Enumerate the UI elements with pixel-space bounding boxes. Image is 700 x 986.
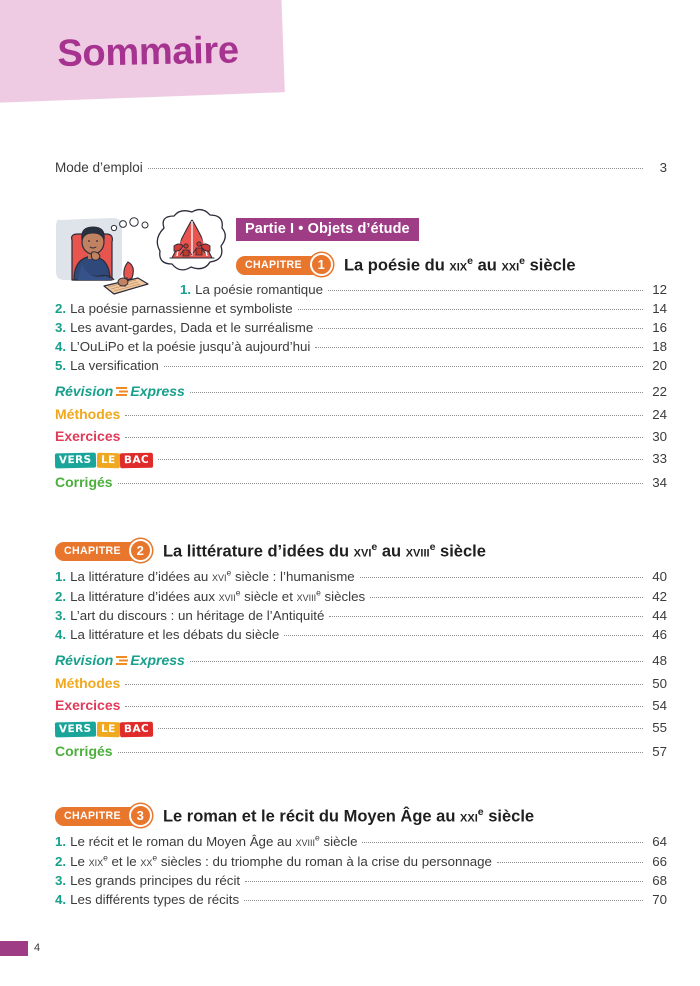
page-number: 42 <box>652 589 667 605</box>
chapter-badge-label: CHAPITRE <box>64 810 121 823</box>
entry-title: Les avant-gardes, Dada et le surréalisme <box>70 319 314 335</box>
toc-label <box>55 743 113 759</box>
dot-leader <box>329 616 643 617</box>
toc-row-entry[interactable] <box>55 568 667 584</box>
toc-label <box>55 451 153 468</box>
chapter-title: La littérature d’idées du xvi$^e$ au xviii$^e$ siècle <box>162 541 486 561</box>
toc-row-entry[interactable] <box>55 339 667 354</box>
page-number: 44 <box>652 608 667 624</box>
toc-label <box>55 608 324 623</box>
toc-label <box>55 474 113 490</box>
toc-row-entry[interactable] <box>55 320 667 335</box>
dot-leader <box>298 309 643 310</box>
toc-label <box>55 339 310 354</box>
entry-number: 1. <box>55 833 67 849</box>
vers-le-bac-badge <box>55 722 153 737</box>
toc-row-entry[interactable] <box>55 588 667 604</box>
revision-express-label: Révision <box>55 382 114 399</box>
entry-title: La poésie romantique <box>195 281 323 297</box>
entry-number: 3. <box>55 873 67 889</box>
dot-leader <box>190 392 643 393</box>
entry-title: Le xix$^e$ et le $xx^e$ siècles : du triomphe du roman à la crise du personnage <box>70 852 492 870</box>
dot-leader <box>244 900 643 901</box>
toc-row-corriges[interactable] <box>55 474 667 490</box>
entry-number: 4. <box>55 892 67 908</box>
toc-label <box>55 301 293 316</box>
toc-row-entry[interactable] <box>55 853 667 869</box>
entry-title: La versification <box>70 357 159 373</box>
toc-label <box>55 833 357 849</box>
page-number: 24 <box>652 406 667 422</box>
toc-label <box>55 892 239 907</box>
page-number: 68 <box>652 873 667 889</box>
speed-lines-icon <box>116 654 129 669</box>
entry-number: 2. <box>55 300 67 316</box>
page-number: 50 <box>652 676 667 692</box>
chapter-entries <box>0 833 700 908</box>
dot-leader <box>245 881 643 882</box>
page-number: 46 <box>652 627 667 643</box>
entry-title: La littérature d’idées aux xvii$^e$ siècle et xviii$^e$ siècles <box>70 587 366 605</box>
dot-leader <box>125 437 643 438</box>
toc-row-entry[interactable] <box>55 627 667 642</box>
dot-leader <box>158 728 643 729</box>
chapter-heading[interactable] <box>55 806 700 827</box>
entry-title: Les différents types de récits <box>70 892 240 908</box>
page-title: Sommaire <box>57 29 240 75</box>
page-number: 33 <box>652 450 667 466</box>
exercices-label: Exercices <box>55 697 121 714</box>
chapter-heading[interactable] <box>236 255 700 276</box>
page-number: 54 <box>652 698 667 714</box>
page-number: 55 <box>652 720 667 736</box>
dot-leader <box>370 597 643 598</box>
chapter-number: 3 <box>129 804 152 827</box>
chapter-badge <box>236 256 326 275</box>
chapter-badge-label: CHAPITRE <box>64 545 121 558</box>
entry-number: 3. <box>55 319 67 335</box>
page-number: 64 <box>652 833 667 849</box>
toc-row-entry[interactable] <box>55 833 667 849</box>
corriges-label: Corrigés <box>55 743 113 760</box>
bac-word-bac: BAC <box>120 452 153 468</box>
toc-label <box>55 652 185 669</box>
entry-title: Les grands principes du récit <box>70 873 241 889</box>
toc-row-entry[interactable] <box>55 873 667 888</box>
chapter-block-3 <box>0 806 700 907</box>
chapter-entries <box>0 282 700 490</box>
toc-row-entry[interactable] <box>55 892 667 907</box>
chapter-number: 2 <box>129 539 152 562</box>
toc-row-exercices[interactable] <box>55 428 667 444</box>
page-number: 18 <box>652 338 667 354</box>
entry-number: 1. <box>180 281 192 297</box>
entry-title: La littérature et les débats du siècle <box>70 627 280 643</box>
dot-leader <box>315 347 643 348</box>
page-number: 70 <box>652 892 667 908</box>
chapter-entries <box>0 568 700 760</box>
entry-number: 2. <box>55 854 67 870</box>
chapter-block-2 <box>0 541 700 759</box>
entry-number: 1. <box>55 568 67 584</box>
bac-word-le: LE <box>96 722 119 738</box>
footer-page-number: 4 <box>34 942 41 954</box>
dot-leader <box>125 706 643 707</box>
partie-banner: Partie I • Objets d’étude <box>236 218 419 241</box>
footer-accent-bar <box>0 941 28 956</box>
toc-row-methodes[interactable] <box>55 406 667 422</box>
entry-number: 2. <box>55 589 67 605</box>
express-label: Express <box>130 382 185 399</box>
toc-row-entry[interactable] <box>55 608 667 623</box>
toc-label <box>55 720 153 737</box>
toc-row-revision-express[interactable] <box>55 383 667 400</box>
dot-leader <box>158 459 643 460</box>
entry-title: L’art du discours : un héritage de l’Antiquité <box>70 608 325 624</box>
corriges-label: Corrigés <box>55 473 113 490</box>
chapter-title: Le roman et le récit du Moyen Âge au xxi$^e$ siècle <box>162 806 535 826</box>
entry-number: 4. <box>55 338 67 354</box>
toc-label <box>55 568 355 584</box>
page-number: 30 <box>652 428 667 444</box>
toc-row-vers-le-bac[interactable] <box>55 451 667 468</box>
page-number: 34 <box>652 474 667 490</box>
toc-label <box>55 320 313 335</box>
dot-leader <box>284 635 643 636</box>
page-number: 20 <box>652 357 667 373</box>
toc-label <box>55 873 240 888</box>
page-number: 12 <box>652 281 667 297</box>
bac-word-le: LE <box>96 452 119 468</box>
toc-label <box>55 627 279 642</box>
toc-label <box>55 675 120 691</box>
entry-title: La poésie parnassienne et symboliste <box>70 300 293 316</box>
chapter-badge <box>55 807 145 826</box>
page-number: 3 <box>659 160 667 175</box>
dot-leader <box>497 862 643 863</box>
methodes-label: Méthodes <box>55 405 121 422</box>
dot-leader <box>125 415 643 416</box>
dot-leader <box>360 577 643 578</box>
entry-title: La littérature d’idées au xvi$^e$ siècle : l’humanisme <box>70 567 355 584</box>
toc-label <box>55 406 120 422</box>
dot-leader <box>118 483 643 484</box>
chapter-title: La poésie du xix$^e$ au xxi$^e$ siècle <box>343 255 576 275</box>
toc-label <box>55 358 159 373</box>
page-number: 40 <box>652 568 667 584</box>
entry-title: L’OuLiPo et la poésie jusqu’à aujourd’hui <box>70 338 311 354</box>
page-number: 57 <box>652 744 667 760</box>
toc-row-entry[interactable] <box>180 282 667 297</box>
bac-word-bac: BAC <box>120 722 153 738</box>
toc-label <box>55 383 185 400</box>
page-number: 66 <box>652 854 667 870</box>
entry-number: 4. <box>55 627 67 643</box>
revision-express-label: Révision <box>55 652 114 669</box>
dot-leader <box>328 290 643 291</box>
bac-word-vers: VERS <box>55 722 96 738</box>
toc-label <box>55 697 120 713</box>
methodes-label: Méthodes <box>55 675 121 692</box>
toc-row-entry[interactable] <box>55 301 667 316</box>
page-number: 16 <box>652 319 667 335</box>
dot-leader <box>190 661 643 662</box>
exercices-label: Exercices <box>55 427 121 444</box>
express-label: Express <box>130 652 185 669</box>
page-number: 48 <box>652 653 667 669</box>
toc-label: Mode d’emploi <box>55 160 143 175</box>
toc-label <box>55 428 120 444</box>
entry-number: 5. <box>55 357 67 373</box>
toc-row-mode-demploi[interactable] <box>55 160 667 175</box>
chapter-badge-label: CHAPITRE <box>245 259 302 272</box>
chapter-badge <box>55 542 145 561</box>
toc-row-corriges[interactable] <box>55 743 667 759</box>
toc-row-exercices[interactable] <box>55 697 667 713</box>
chapter-number: 1 <box>310 253 333 276</box>
vers-le-bac-badge <box>55 453 153 468</box>
entry-title: Le récit et le roman du Moyen Âge au xviii$^e$ siècle <box>70 832 358 849</box>
chapter-block-1 <box>0 255 700 490</box>
entry-number: 3. <box>55 608 67 624</box>
toc-label <box>180 282 323 297</box>
dot-leader <box>362 842 643 843</box>
toc-label <box>55 588 365 604</box>
dot-leader <box>148 168 643 169</box>
dot-leader <box>125 684 643 685</box>
dot-leader <box>164 366 643 367</box>
page-number: 14 <box>652 300 667 316</box>
page-number: 22 <box>652 383 667 399</box>
chapter-heading[interactable] <box>55 541 700 562</box>
dot-leader <box>118 752 643 753</box>
toc-row-revision-express[interactable] <box>55 652 667 669</box>
speed-lines-icon <box>116 385 129 400</box>
bac-word-vers: VERS <box>55 452 96 468</box>
toc-label <box>55 853 492 869</box>
dot-leader <box>318 328 643 329</box>
toc-row-methodes[interactable] <box>55 675 667 691</box>
toc-row-entry[interactable] <box>55 358 667 373</box>
toc-row-vers-le-bac[interactable] <box>55 720 667 737</box>
